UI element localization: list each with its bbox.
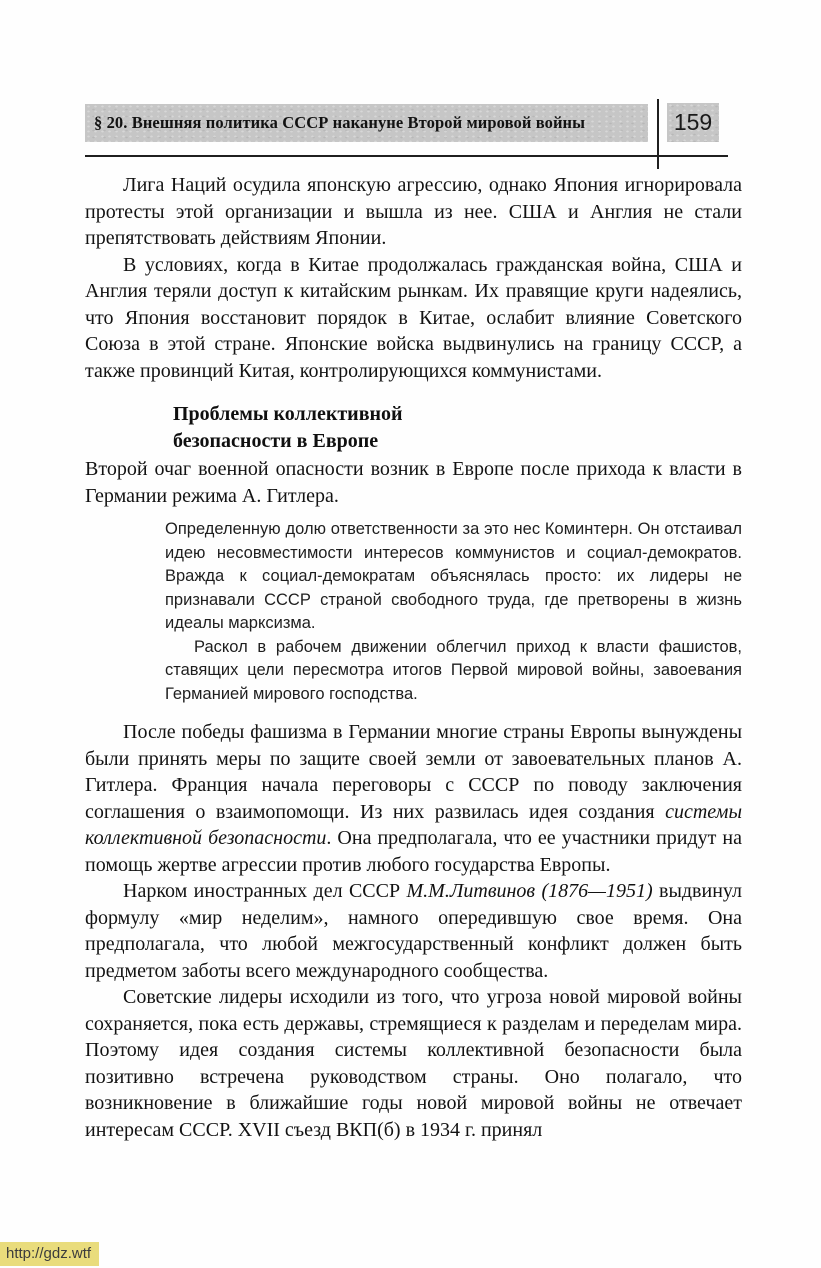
heading-line: безопасности в Европе [173, 430, 379, 452]
paragraph [85, 252, 742, 385]
text-run: Раскол в рабочем движении облегчил приход к власти фашистов, ставящих цели пересмотра итогов Первой мировой войны, завоевания Германией мирового господства. [165, 637, 742, 703]
text-run: Определенную долю ответственности за это нес Коминтерн. Он отстаивал идею несовместимости интересов коммунистов и социал-демократов. Вражда к социал-демократам объяснялась просто: их лидеры не признавали СССР страной свободного труда, где претворены в жизнь идеалы марксизма. [165, 520, 742, 632]
text-run: Нарком иностранных дел СССР [123, 880, 407, 902]
page-number: 159 [673, 109, 713, 135]
section-title: § 20. Внешняя политика СССР накануне Второй мировой войны [94, 113, 586, 132]
text-run: выдвинул формулу «мир неделим», намного опередившую свое время. Она предполагала, что любой межгосударственный конфликт должен быть предметом заботы всего международного сообщества. [85, 880, 743, 982]
header-rule [85, 155, 728, 157]
small-print-note [165, 518, 742, 706]
text-run: . Она предполагала, что ее участники придут на помощь жертве агрессии против любого государства Европы. [85, 827, 742, 876]
heading-line: Проблемы коллективной [173, 403, 403, 425]
paragraph [85, 984, 742, 1143]
note-paragraph [165, 518, 742, 636]
subsection-heading [173, 401, 742, 455]
text-run: Советские лидеры исходили из того, что угроза новой мировой войны сохраняется, пока есть державы, стремящиеся к разделам и переделам мира. Поэтому идея создания системы коллективной безопасности была позитивно встречена руководством страны. Оно полагало, что возникновение в ближайшие годы новой мировой войны не отвечает интересам СССР. XVII съезд ВКП(б) в 1934 г. принял [85, 986, 742, 1141]
paragraph [85, 172, 742, 252]
italic-text-run: системы коллективной безопасности [85, 800, 742, 849]
page-number-box [667, 103, 719, 142]
text-run: После победы фашизма в Германии многие страны Европы вынуждены были принять меры по защите своей земли от завоевательных планов А. Гитлера. Франция начала переговоры с СССР по поводу заключения соглашения о взаимопомощи. Из них развилась идея создания [85, 721, 742, 823]
page-content [85, 172, 742, 1143]
text-run: В условиях, когда в Китае продолжалась гражданская война, США и Англия теряли доступ к китайским рынкам. Их правящие круги надеялись, что Япония восстановит порядок в Китае, ослабит влияние Советского Союза в этой стране. Японские войска выдвинулись на границу СССР, а также провинций Китая, контролирующихся коммунистами. [85, 253, 742, 382]
note-paragraph [165, 636, 742, 707]
watermark-url: http://gdz.wtf [6, 1245, 92, 1262]
section-title-band [85, 104, 648, 142]
paragraph [85, 456, 742, 509]
paragraph [85, 878, 742, 984]
italic-text-run: М.М.Литвинов (1876—1951) [406, 880, 653, 902]
text-run: Лига Наций осудила японскую агрессию, однако Япония игнорировала протесты этой организации и вышла из нее. США и Англия не стали препятствовать действиям Японии. [85, 174, 742, 249]
watermark [0, 1242, 99, 1266]
text-run: Второй очаг военной опасности возник в Европе после прихода к власти в Германии режима А. Гитлера. [85, 458, 742, 507]
header-divider-line [657, 99, 659, 169]
paragraph [85, 719, 742, 878]
